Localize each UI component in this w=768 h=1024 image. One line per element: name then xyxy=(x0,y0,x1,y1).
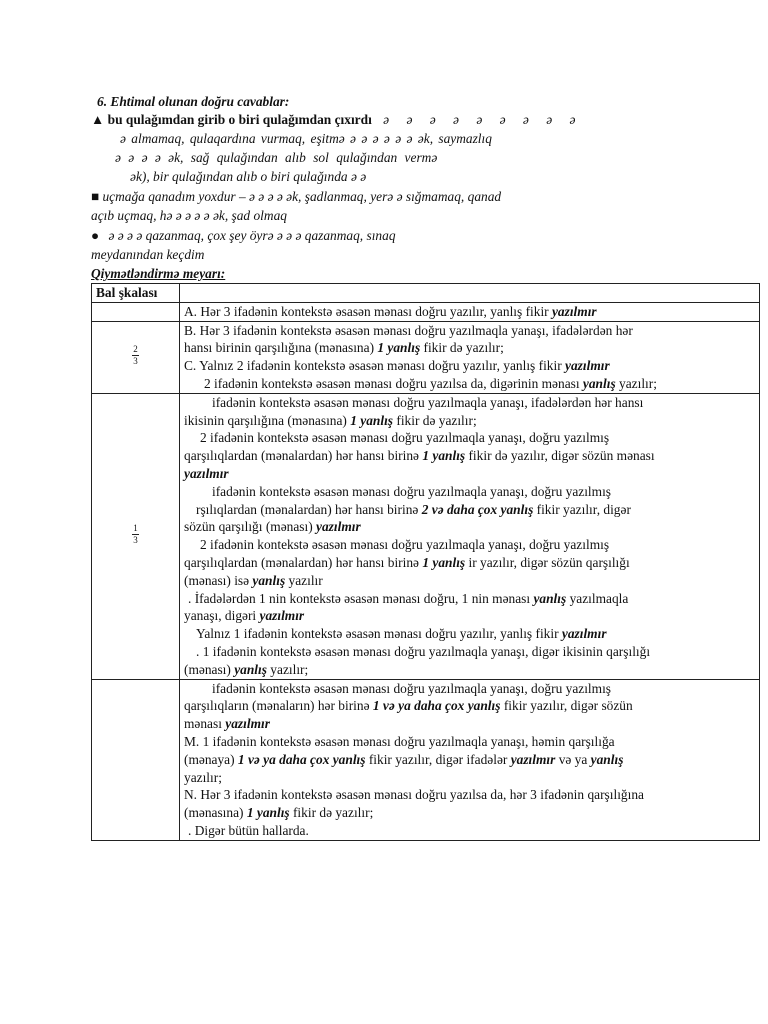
answer-1-line-3: ə ə ə ə ək, sağ qulağından alıb sol qulağından vermə xyxy=(115,150,438,165)
criterion-a: A. Hər 3 ifadənin kontekstə əsasən mənası doğru yazılır, yanlış fikir yazılmır xyxy=(180,302,760,321)
grading-table xyxy=(91,283,760,841)
triangle-icon: ▲ xyxy=(91,112,105,127)
answer-2-line-1 xyxy=(91,187,501,206)
score-scale-header: Bal şkalası xyxy=(92,284,180,303)
answer-2-line-2: açıb uçmaq, hə ə ə ə ə ək, şad olmaq xyxy=(91,208,287,223)
answer-3-line-1 xyxy=(91,226,396,245)
score-one-third: $\frac{1}{3}$ xyxy=(92,393,180,679)
answer-1-line-4: ək), bir qulağından alıb o biri qulağında ə ə xyxy=(130,169,367,184)
table-row xyxy=(92,321,760,393)
table-row xyxy=(92,393,760,679)
score-two-thirds: $\frac{2}{3}$ xyxy=(92,321,180,393)
answer-3-text: ə ə ə ə qazanmaq, çox şey öyrə ə ə ə qazanmaq, sınaq xyxy=(108,228,396,243)
criteria-b-c-d: B. Hər 3 ifadənin kontekstə əsasən mənası doğru yazılmaqla yanaşı, ifadələrdən hər hansı birinin qarşılığına (mənasına) 1 yanlış fikir də yazılır; C. Yalnız 2 ifadənin kontekstə əsasən mənası doğru yazılır, yanlış fikir yazılmır 2 ifadənin kontekstə əsasən mənası doğru yazılsa da, digərinin mənası yanlış yazılır; xyxy=(180,321,760,393)
answer-2-text: uçmağa qanadım yoxdur – ə ə ə ə ək, şadlanmaq, yerə ə sığmamaq, qanad xyxy=(102,189,502,204)
answer-1-idiom: bu qulağımdan girib o biri qulağımdan çıxırdı xyxy=(107,112,372,127)
criteria-title: Qiymətləndirmə meyarı: xyxy=(91,266,226,281)
table-row xyxy=(92,679,760,840)
score-cell-empty xyxy=(92,679,180,840)
score-cell-empty xyxy=(92,302,180,321)
criteria-e-to-k: ifadənin kontekstə əsasən mənası doğru yazılmaqla yanaşı, ifadələrdən hər hansı ikisinin qarşılığına (mənasına) 1 yanlış fikir də yazılır; 2 ifadənin kontekstə əsasən mənası doğru yazılmaqla yanaşı, doğru yazılmış qarşılıqlardan (mənalardan) hər hansı birinə 1 yanlış fikir də yazılır, digər sözün mənası yazılmır ifadənin kontekstə əsasən mənası doğru yazılmaqla yanaşı, doğru yazılmış rşılıqlardan (mənalardan) hər hansı birinə 2 və daha çox yanlış fikir yazılır, digər sözün qarşılığı (mənası) yazılmır 2 ifadənin kontekstə əsasən mənası doğru yazılmaqla yanaşı, doğru yazılmış qarşılıqlardan (mənalardan) hər hansı birinə 1 yanlış ir yazılır, digər sözün qarşılığı (mənası) isə yanlış yazılır . İfadələrdən 1 nin kontekstə əsasən mənası doğru, 1 nin mənası yanlış yazılmaqla yanaşı, digəri yazılmır Yalnız 1 ifadənin kontekstə əsasən mənası doğru yazılır, yanlış fikir yazılmır . 1 ifadənin kontekstə əsasən mənası doğru yazılmaqla yanaşı, digər ikisinin qarşılığı (mənası) yanlış yazılır; xyxy=(180,393,760,679)
answer-1-line-1 xyxy=(91,110,575,129)
header-empty-cell xyxy=(180,284,760,303)
answer-1-fragment: ə ə ə ə ə ə ə ə ə xyxy=(383,112,576,127)
circle-bullet-icon: ● xyxy=(91,228,100,243)
criteria-l-to-o: ifadənin kontekstə əsasən mənası doğru yazılmaqla yanaşı, doğru yazılmış qarşılıqların (mənaların) hər birinə 1 və ya daha çox yanlış fikir yazılır, digər sözün mənası yazılmır M. 1 ifadənin kontekstə əsasən mənası doğru yazılmaqla yanaşı, həmin qarşılığa (mənaya) 1 və ya daha çox yanlış fikir yazılır, digər ifadələr yazılmır və ya yanlış yazılır; N. Hər 3 ifadənin kontekstə əsasən mənası doğru yazılsa da, hər 3 ifadənin qarşılığına (mənasına) 1 yanlış fikir də yazılır; . Digər bütün hallarda. xyxy=(180,679,760,840)
answer-3-line-2: meydanından keçdim xyxy=(91,247,205,262)
square-bullet-icon: ■ xyxy=(91,189,100,204)
section-heading: 6. Ehtimal olunan doğru cavablar: xyxy=(97,94,290,109)
answer-1-line-2: ə almamaq, qulaqardına vurmaq, eşitmə ə ə ə ə ə ə ək, saymazlıq xyxy=(120,131,492,146)
table-header-row xyxy=(92,284,760,303)
table-row xyxy=(92,302,760,321)
